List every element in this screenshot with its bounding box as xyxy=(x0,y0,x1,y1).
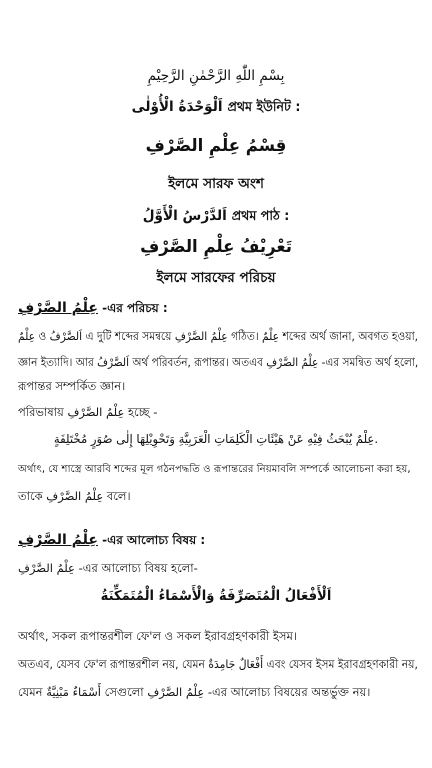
lesson-heading-bangla: প্রথম পাঠ : xyxy=(231,209,290,224)
section-title-arabic: قِسْمُ عِلْمِ الصَّرْفِ xyxy=(145,136,287,156)
text-span: ও xyxy=(38,329,47,343)
arabic-term: عِلْمُ الصَّرْفِ xyxy=(266,355,319,369)
topic-arabic: اَلْأَفْعَالُ الْمُتَصَرِّفَةُ وَالْأَسْمَاءُ الْمُتَمَكِّنَةُ xyxy=(100,588,332,604)
definition-label xyxy=(18,404,157,423)
text-span: জ্ঞান ইত্যাদি। আর xyxy=(18,355,94,369)
text-span: হচ্ছে - xyxy=(128,405,158,419)
part2-heading-arabic: عِلْمُ الصَّرْفِ xyxy=(18,532,98,548)
arabic-term: عِلْمٌ xyxy=(262,329,280,343)
text-span: -এর আলোচ্য বিষয় হলো- xyxy=(78,561,198,575)
arabic-term: اَلصَّرْفُ xyxy=(49,329,83,343)
text-span: যেমন xyxy=(18,685,43,699)
part1-heading-bangla: -এর পরিচয় : xyxy=(102,301,168,315)
text-span: এবং যেসব ইসম ইরাবগ্রহণকারী নয়, xyxy=(266,657,418,671)
part1-heading-arabic: عِلْمُ الصَّرْفِ xyxy=(18,300,98,316)
text-span: সেগুলো xyxy=(104,685,144,699)
text-span: -এর আলোচ্য বিষয়ের অন্তর্ভুক্ত নয়। xyxy=(207,685,371,699)
paragraph-line-1 xyxy=(18,328,418,347)
arabic-term: اَلصَّرْفُ xyxy=(97,355,130,369)
part1-heading xyxy=(18,300,168,320)
text-span: অতএব, যেসব ফে'ল রূপান্তরশীল নয়, যেমন xyxy=(18,657,205,671)
bismillah: بِسْمِ اللّٰهِ الرَّحْمٰنِ الرَّحِيْمِ xyxy=(147,68,285,84)
part2-heading xyxy=(18,532,205,552)
definition-meaning-line-2 xyxy=(18,488,131,507)
unit-heading-arabic: اَلْوَحْدَةُ الْأُوْلٰى xyxy=(131,99,223,115)
paragraph-line-2 xyxy=(18,354,418,373)
paragraph-line-3: রূপান্তর সম্পর্কিত জ্ঞান। xyxy=(18,379,126,393)
arabic-term: عِلْمُ الصَّرْفِ xyxy=(147,685,205,699)
arabic-term: عِلْمُ الصَّرْفِ xyxy=(174,329,228,343)
arabic-term: عِلْمُ الصَّرْفِ xyxy=(67,405,125,419)
arabic-term: أَسْمَاءٌ مَبْنِيَّةٌ xyxy=(46,685,101,699)
definition-meaning-line-1: অর্থাৎ, যে শাস্ত্রে আরবি শব্দের মূল গঠনপদ্ধতি ও রূপান্তরের নিয়মাবলি সম্পর্কে আলোচনা করা হয়, xyxy=(18,464,411,475)
text-span: শব্দের অর্থ জানা, অবগত হওয়া, xyxy=(282,329,419,343)
unit-heading xyxy=(6,96,426,119)
part2-line-c xyxy=(18,684,370,703)
text-span: বলে। xyxy=(106,489,131,503)
arabic-term: أَفْعَالٌ جَامِدَةٌ xyxy=(208,657,264,671)
definition-arabic: عِلْمٌ يُبْحَثُ فِيْهِ عَنْ هَيْئَاتِ الْكَلِمَاتِ الْعَرَبِيَّةِ وَتَحْوِيْلِهَا إِلٰى صُوَرٍ مُخْتَلِفَةٍ. xyxy=(53,432,379,446)
part2-line-a: অর্থাৎ, সকল রূপান্তরশীল ফে'ল ও সকল ইরাবগ্রহণকারী ইসম। xyxy=(18,629,297,643)
part2-subline xyxy=(18,560,198,579)
lesson-title-bangla: ইলমে সারফের পরিচয় xyxy=(156,270,276,286)
lesson-heading xyxy=(6,205,426,228)
arabic-term: عِلْمُ الصَّرْفِ xyxy=(18,561,75,575)
text-span: পরিভাষায় xyxy=(18,405,64,419)
text-span: তাকে xyxy=(18,489,43,503)
lesson-title-arabic: تَعْرِيْفُ عِلْمِ الصَّرْفِ xyxy=(140,237,292,257)
text-span: গঠিত। xyxy=(231,329,259,343)
part2-heading-bangla: -এর আলোচ্য বিষয় : xyxy=(102,533,206,547)
lesson-heading-arabic: اَلدَّرْسُ الْأَوَّلُ xyxy=(142,208,227,224)
text-span: -এর সমন্বিত অর্থ হলো, xyxy=(321,355,419,369)
arabic-term: عِلْمُ الصَّرْفِ xyxy=(46,489,104,503)
text-span: অর্থ পরিবর্তন, রূপান্তর। অতএব xyxy=(132,355,263,369)
part2-line-b xyxy=(18,656,418,675)
section-title-bangla: ইলমে সারফ অংশ xyxy=(168,176,264,192)
unit-heading-bangla: প্রথম ইউনিট : xyxy=(227,100,301,115)
text-span: এ দুটি শব্দের সমন্বয়ে xyxy=(85,329,172,343)
arabic-term: عِلْمٌ xyxy=(18,329,36,343)
